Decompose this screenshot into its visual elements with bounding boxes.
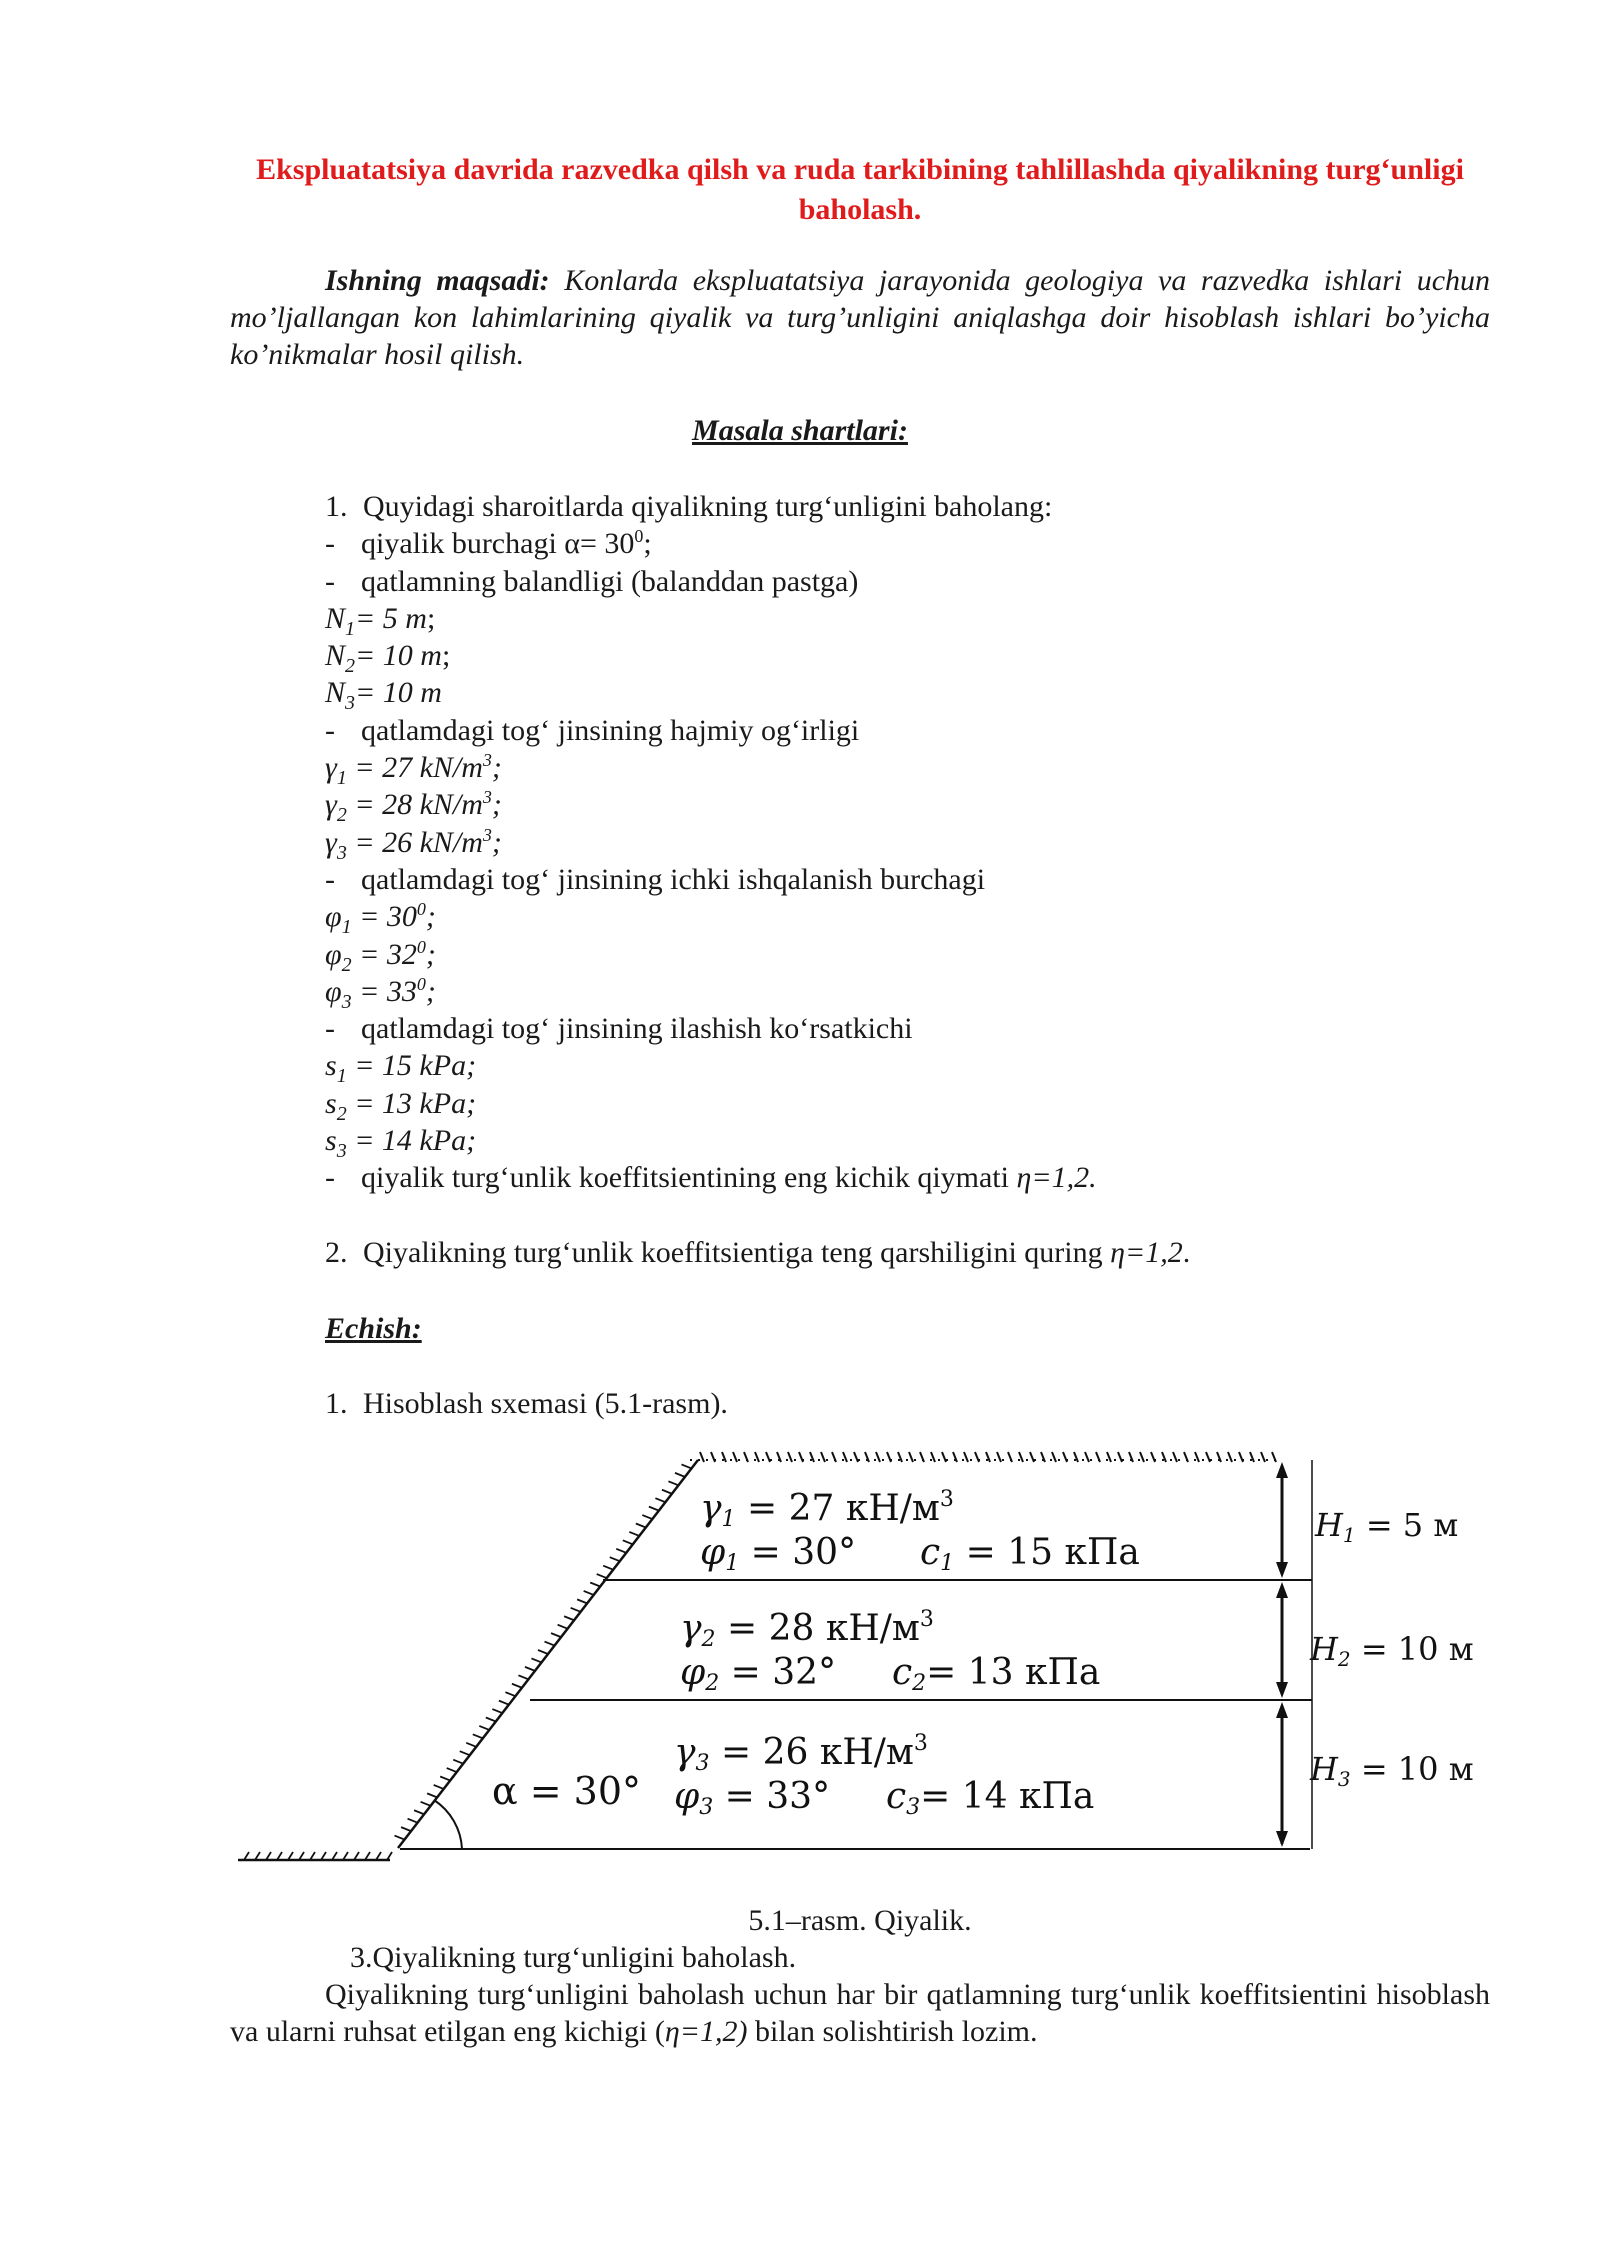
height-row: $N_3= 10$ m bbox=[325, 676, 442, 715]
hatch-tick bbox=[545, 1642, 555, 1646]
hatch-tick bbox=[597, 1574, 607, 1578]
hatch-tick bbox=[473, 1734, 483, 1738]
hatch-tick bbox=[571, 1608, 581, 1612]
hatch-tick bbox=[642, 1515, 652, 1519]
hatch-tick bbox=[558, 1625, 568, 1629]
hatch-tick bbox=[460, 1751, 470, 1755]
weight-row: $\gamma_2 = 28$ $kN/m^3$; bbox=[325, 787, 502, 827]
cohesion-row: $s_2 = 13$ kPa; bbox=[325, 1086, 477, 1125]
hatch-tick bbox=[1151, 1452, 1155, 1462]
hatch-tick bbox=[733, 1452, 737, 1462]
hatch-tick bbox=[1063, 1452, 1067, 1462]
hatch-tick bbox=[1239, 1452, 1243, 1462]
goal-text: Konlarda ekspluatatsiya jarayonida geologiya va razvedka ishlari uchun mo’ljallangan kon lahimlarining qiyalik va turg’unligini aniqlashga doir hisoblash ishlari bo’yicha ko’nikmalar hosil qilish. bbox=[230, 264, 1491, 371]
step1-line bbox=[325, 1385, 728, 1422]
hatch-tick bbox=[942, 1452, 946, 1462]
layer2-gamma: γ2 = 28 $кН/м^3$ bbox=[680, 1607, 934, 1652]
hatch-tick bbox=[538, 1650, 548, 1654]
layer1-gamma: γ1 = 27 $кН/м^3$ bbox=[700, 1487, 954, 1532]
layer1-cohesion: c1 = 15 кПа bbox=[920, 1532, 1140, 1576]
hatch-tick bbox=[975, 1452, 979, 1462]
angle-end: ; bbox=[643, 527, 652, 561]
hatch-tick bbox=[788, 1452, 792, 1462]
step1-number: 1. bbox=[325, 1387, 348, 1420]
layer1-phi: φ1 = 30° bbox=[700, 1532, 857, 1576]
hatch-tick bbox=[964, 1452, 968, 1462]
step1-text: Hisoblash sxemasi (5.1-rasm). bbox=[363, 1387, 728, 1420]
arrowhead bbox=[1276, 1682, 1288, 1698]
task1-line bbox=[325, 488, 1190, 525]
hatch-tick bbox=[1206, 1452, 1210, 1462]
conditions-heading bbox=[0, 412, 1600, 449]
height-label-h1: H1 = 5 м bbox=[1315, 1506, 1459, 1547]
hatch-tick bbox=[421, 1802, 431, 1806]
hatch-tick bbox=[616, 1549, 626, 1553]
weight-row: $\gamma_1 = 27$ $kN/m^3$; bbox=[325, 750, 502, 790]
hatch-tick bbox=[700, 1452, 704, 1462]
hatch-tick bbox=[603, 1566, 613, 1570]
arrowhead bbox=[1276, 1582, 1288, 1598]
angle-label: qiyalik burchagi α= 30 bbox=[361, 527, 635, 561]
height-label-h3: H3 = 10 м bbox=[1310, 1750, 1474, 1791]
task1-number: 1. bbox=[325, 490, 348, 523]
height-row: $N_2= 10$ m; bbox=[325, 639, 451, 678]
friction-row: $\varphi_3 = 33^0$; bbox=[325, 973, 436, 1013]
hatch-tick bbox=[466, 1743, 476, 1747]
heights-label-line: - qatlamning balandligi (balanddan pastga) bbox=[325, 564, 859, 598]
min-coef-line: - qiyalik turg‘unlik koeffitsientining eng kichik qiymati η=1,2. bbox=[325, 1161, 1097, 1195]
hatch-tick bbox=[1228, 1452, 1232, 1462]
hatch-tick bbox=[551, 1633, 561, 1637]
angle-arc bbox=[434, 1800, 462, 1849]
step3-text: Qiyalikning turg‘unligini baholash. bbox=[372, 1941, 797, 1974]
goal-label: Ishning maqsadi: bbox=[325, 264, 550, 297]
hatch-tick bbox=[766, 1452, 770, 1462]
slope-diagram bbox=[230, 1448, 1490, 1868]
layer2-cohesion: c2= 13 кПа bbox=[892, 1652, 1101, 1696]
hatch-tick bbox=[447, 1768, 457, 1772]
conditions-heading-text: Masala shartlari: bbox=[692, 414, 908, 447]
layer2-phi: φ2 = 32° bbox=[680, 1652, 837, 1696]
hatch-tick bbox=[662, 1490, 672, 1494]
height-label-h2: H2 = 10 м bbox=[1310, 1630, 1474, 1671]
slope-angle-label: α = 30° bbox=[492, 1769, 642, 1813]
hatch-tick bbox=[512, 1684, 522, 1688]
hatch-tick bbox=[590, 1583, 600, 1587]
hatch-tick bbox=[1140, 1452, 1144, 1462]
hatch-tick bbox=[876, 1452, 880, 1462]
min-coef-value: η=1,2. bbox=[1016, 1161, 1097, 1195]
angle-line: - qiyalik burchagi $\alpha= 30^0$; bbox=[325, 526, 652, 561]
hatch-tick bbox=[1261, 1452, 1265, 1462]
hatch-tick bbox=[564, 1616, 574, 1620]
hatch-tick bbox=[395, 1836, 405, 1840]
task2-value: η=1,2 bbox=[1110, 1235, 1183, 1269]
solution-heading-text: Echish: bbox=[325, 1312, 422, 1345]
final-text: Qiyalikning turg‘unligini baholash uchun har bir qatlamning turg‘unlik koeffitsientini hisoblash va ularni ruhsat etilgan eng kichigi ( bbox=[230, 1978, 1490, 2048]
hatch-tick bbox=[1118, 1452, 1122, 1462]
hatch-tick bbox=[681, 1464, 691, 1468]
layer3-gamma: γ3 = 26 $кН/м^3$ bbox=[674, 1731, 928, 1776]
cohesion-label-line: - qatlamdagi tog‘ jinsining ilashish ko‘rsatkichi bbox=[325, 1012, 913, 1046]
arrowhead bbox=[1276, 1831, 1288, 1847]
document-title: Ekspluatatsiya davrida razvedka qilsh va ruda tarkibining tahlillashda qiyalikning turg‘unligi baholash. bbox=[256, 153, 1464, 226]
friction-row: $\varphi_1 = 30^0$; bbox=[325, 899, 436, 939]
hatch-tick bbox=[1173, 1452, 1177, 1462]
cohesion-row: $s_3 = 14$ kPa; bbox=[325, 1124, 477, 1163]
hatch-tick bbox=[584, 1591, 594, 1595]
weight-label: qatlamdagi tog‘ jinsining hajmiy og‘irligi bbox=[361, 713, 860, 747]
friction-label-line: - qatlamdagi tog‘ jinsining ichki ishqalanish burchagi bbox=[325, 862, 986, 896]
hatch-tick bbox=[1085, 1452, 1089, 1462]
hatch-tick bbox=[401, 1827, 411, 1831]
hatch-tick bbox=[629, 1532, 639, 1536]
hatch-tick bbox=[636, 1523, 646, 1527]
hatch-tick bbox=[649, 1507, 659, 1511]
angle-sup: 0 bbox=[634, 526, 644, 547]
arrowhead bbox=[1276, 1702, 1288, 1718]
cohesion-row: $s_1 = 15$ kPa; bbox=[325, 1049, 477, 1088]
hatch-tick bbox=[518, 1675, 528, 1679]
hatch-tick bbox=[909, 1452, 913, 1462]
hatch-tick bbox=[668, 1481, 678, 1485]
final-paragraph bbox=[230, 1976, 1490, 2050]
hatch-tick bbox=[675, 1473, 685, 1477]
step3-number: 3. bbox=[350, 1941, 373, 1974]
hatch-tick bbox=[408, 1819, 418, 1823]
task1-text: Quyidagi sharoitlarda qiyalikning turg‘unligini baholang: bbox=[363, 490, 1053, 523]
layer3-cohesion: c3= 14 кПа bbox=[886, 1776, 1095, 1820]
final-value: η=1,2) bbox=[664, 2015, 748, 2048]
layer3-phi: φ3 = 33° bbox=[674, 1776, 831, 1820]
hatch-tick bbox=[997, 1452, 1001, 1462]
hatch-tick bbox=[440, 1777, 450, 1781]
task2-number: 2. bbox=[325, 1235, 348, 1269]
hatch-tick bbox=[427, 1793, 437, 1797]
figure-caption: 5.1–rasm. Qiyalik. bbox=[748, 1904, 972, 1937]
weight-label-line: - qatlamdagi tog‘ jinsining hajmiy og‘irligi bbox=[325, 713, 860, 747]
hatch-tick bbox=[799, 1452, 803, 1462]
task2-line: 2. Qiyalikning turg‘unlik koeffitsientiga teng qarshiligini quring η=1,2. bbox=[325, 1234, 1190, 1271]
height-row: $N_1= 5$ m; bbox=[325, 601, 436, 640]
hatch-tick bbox=[577, 1599, 587, 1603]
hatch-tick bbox=[531, 1658, 541, 1662]
arrowhead bbox=[1276, 1562, 1288, 1578]
hatch-tick bbox=[623, 1540, 633, 1544]
hatch-tick bbox=[414, 1810, 424, 1814]
friction-label: qatlamdagi tog‘ jinsining ichki ishqalanish burchagi bbox=[361, 862, 986, 896]
weight-row: $\gamma_3 = 26$ $kN/m^3$; bbox=[325, 824, 502, 864]
hatch-tick bbox=[1052, 1452, 1056, 1462]
hatch-tick bbox=[453, 1760, 463, 1764]
solution-heading bbox=[325, 1310, 422, 1347]
min-coef-label: qiyalik turg‘unlik koeffitsientining eng kichik qiymati bbox=[361, 1161, 1017, 1195]
task2-text: Qiyalikning turg‘unlik koeffitsientiga teng qarshiligini quring bbox=[363, 1235, 1111, 1269]
hatch-tick bbox=[486, 1717, 496, 1721]
hatch-tick bbox=[610, 1557, 620, 1561]
hatch-tick bbox=[479, 1726, 489, 1730]
cohesion-label: qatlamdagi tog‘ jinsining ilashish ko‘rsatkichi bbox=[361, 1012, 913, 1046]
friction-row: $\varphi_2 = 32^0$; bbox=[325, 936, 436, 976]
hatch-tick bbox=[854, 1452, 858, 1462]
heights-label: qatlamning balandligi (balanddan pastga) bbox=[361, 564, 859, 598]
hatch-tick bbox=[434, 1785, 444, 1789]
hatch-tick bbox=[655, 1498, 665, 1502]
hatch-tick bbox=[505, 1692, 515, 1696]
hatch-tick bbox=[525, 1667, 535, 1671]
hatch-tick bbox=[711, 1452, 715, 1462]
hatch-tick bbox=[499, 1701, 509, 1705]
hatch-tick bbox=[887, 1452, 891, 1462]
goal-paragraph bbox=[230, 262, 1490, 373]
task-conditions bbox=[325, 488, 1190, 1271]
hatch-tick bbox=[1030, 1452, 1034, 1462]
arrowhead bbox=[1276, 1462, 1288, 1478]
step3-line bbox=[350, 1939, 796, 1976]
hatch-tick bbox=[821, 1452, 825, 1462]
hatch-tick bbox=[492, 1709, 502, 1713]
final-end: bilan solishtirish lozim. bbox=[747, 2015, 1038, 2048]
